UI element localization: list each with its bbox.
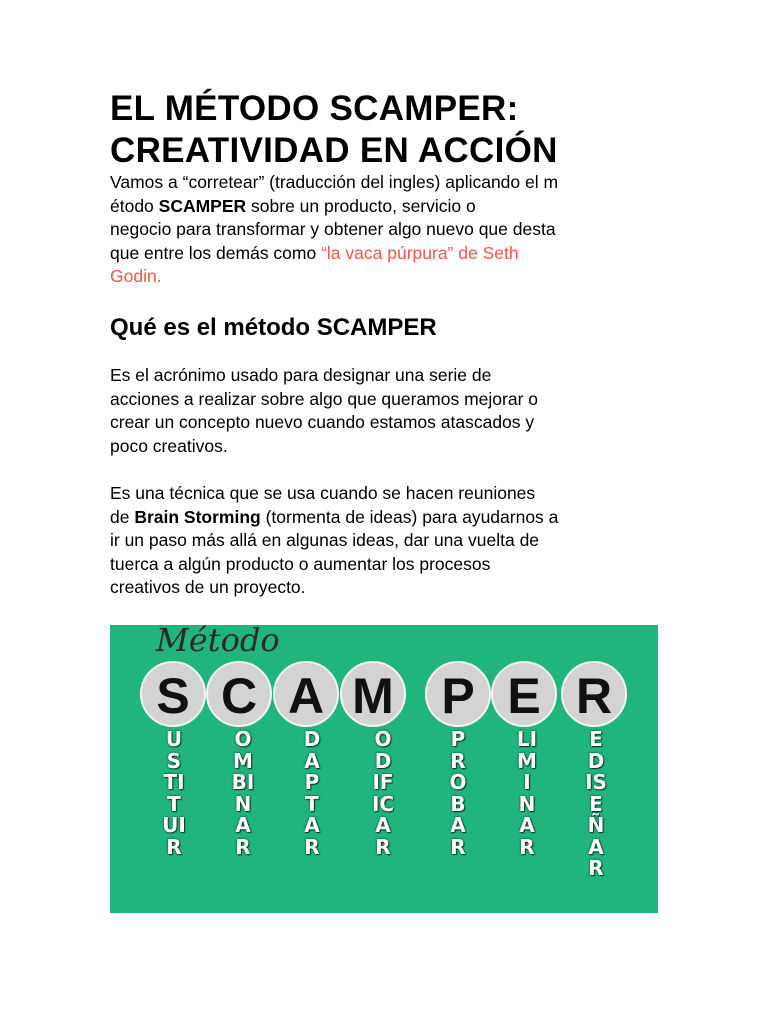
section-heading: Qué es el método SCAMPER — [110, 314, 437, 341]
intro-line-2-pre: étodo — [110, 195, 159, 216]
title-line-1: EL MÉTODO SCAMPER: — [110, 89, 519, 128]
vaca-purpura-link[interactable]: “la vaca púrpura” de Seth — [321, 242, 519, 263]
title-line-2: CREATIVIDAD EN ACCIÓN — [110, 131, 558, 170]
intro-scamper-bold: SCAMPER — [158, 195, 247, 216]
paragraph-1 — [110, 364, 670, 458]
letter-circle-c: C — [206, 661, 272, 727]
word-sustituir: USTITUIR — [162, 727, 186, 859]
vaca-purpura-link-cont[interactable]: Godin. — [110, 266, 162, 286]
letter-circle-m: M — [340, 661, 406, 727]
p2-line-3: ir un paso más allá en algunas ideas, dar una vuelta de — [110, 530, 540, 550]
word-adaptar: DAPTAR — [303, 727, 321, 859]
letter-circle-r: R — [561, 661, 627, 727]
p2-line-5: creativos de un proyecto. — [110, 577, 306, 597]
p1-line-3: crear un concepto nuevo cuando estamos atascados y — [110, 412, 535, 432]
intro-line-1: Vamos a “corretear” (traducción del ingles) aplicando el m — [110, 172, 559, 192]
p2-line-2 — [110, 506, 670, 530]
metodo-script-title: Método — [156, 625, 280, 659]
intro-line-2 — [110, 195, 670, 219]
word-rediseñar: EDISEÑAR — [585, 727, 607, 880]
letter-circle-s: S — [140, 661, 206, 727]
letter-circle-a: A — [273, 661, 339, 727]
p1-line-1: Es el acrónimo usado para designar una serie de — [110, 365, 492, 385]
intro-line-5 — [110, 265, 670, 289]
intro-line-4-pre: que entre los demás como — [110, 242, 322, 263]
p2-line-2-pre: de — [110, 506, 135, 527]
p2-line-4: tuerca a algún producto o aumentar los procesos — [110, 553, 491, 574]
letter-circle-e: E — [491, 661, 557, 727]
brain-storming-bold: Brain Storming — [134, 506, 261, 527]
page-title — [110, 88, 558, 172]
word-eliminar: LIMINAR — [516, 727, 538, 859]
p2-line-1: Es una técnica que se usa cuando se hacen reuniones — [110, 483, 536, 503]
scamper-banner-image — [110, 625, 658, 913]
intro-line-2-post: sobre un producto, servicio o — [246, 195, 476, 216]
intro-paragraph — [110, 171, 670, 289]
letter-circle-p: P — [425, 661, 491, 727]
p1-line-2: acciones a realizar sobre algo que queramos mejorar o — [110, 388, 539, 409]
intro-line-3: negocio para transformar y obtener algo nuevo que desta — [110, 219, 556, 239]
paragraph-2 — [110, 482, 670, 600]
word-modificar: ODIFICAR — [371, 727, 395, 859]
intro-line-4 — [110, 242, 670, 266]
p2-line-2-post: (tormenta de ideas) para ayudarnos a — [260, 506, 559, 527]
word-probar: PROBAR — [449, 727, 467, 859]
word-combinar: OMBINAR — [231, 727, 255, 859]
p1-line-4: poco creativos. — [110, 435, 228, 456]
